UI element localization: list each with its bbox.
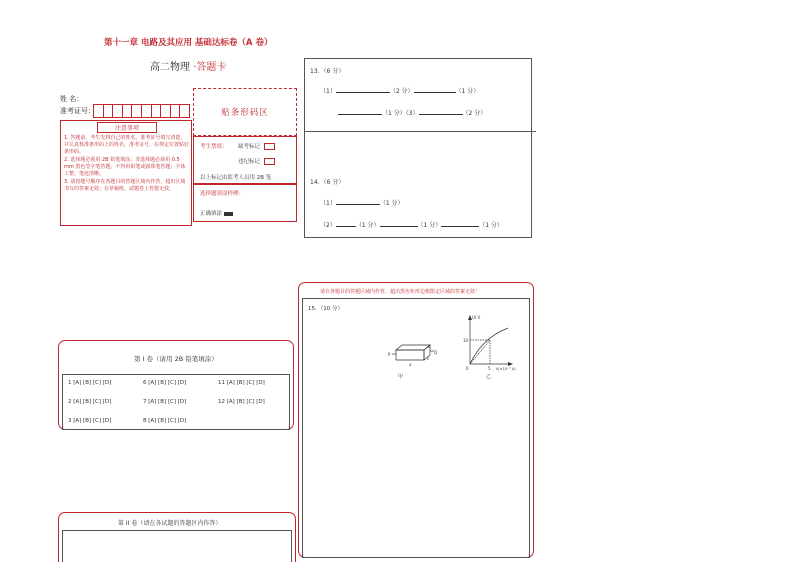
q14-blank-3[interactable] (380, 220, 418, 227)
label-c: c (427, 356, 430, 361)
fill-example-title: 选择题填涂样例： (200, 191, 245, 197)
choice-q8[interactable]: 8 [A] [B] [C] [D] (143, 418, 187, 424)
q13-header: 13．（6 分） (310, 68, 345, 75)
id-digit-box[interactable] (179, 104, 190, 118)
q13-score-4: （2 分） (462, 110, 487, 117)
fill-example-correct-label: 正确填涂 (200, 211, 223, 217)
choice-q6[interactable]: 6 [A] [B] [C] [D] (143, 380, 187, 386)
notice-item: 2. 选择题必须用 2B 铅笔填涂；非选择题必须用 0.5 mm 黑色签字笔答题，不得用铅笔或圆珠笔答题；字体工整、笔迹清晰。 (64, 157, 186, 177)
choice-q12[interactable]: 12 [A] [B] [C] [D] (218, 399, 265, 405)
q13-blank-3[interactable] (338, 108, 382, 115)
id-label: 准考证号： (60, 107, 95, 115)
violation-checkbox[interactable] (264, 158, 275, 165)
answer-sheet-label: 答题卡 (196, 62, 227, 73)
fill-example-panel (193, 184, 297, 222)
notice-title: 注意事项 (97, 122, 157, 133)
i-axis-arrow (508, 362, 513, 366)
subject-dot: · (193, 62, 197, 73)
violation-mark-label: 违纪标记 (238, 159, 261, 165)
q13-score-1: （2 分） (389, 88, 414, 95)
exam-marks-label: 考生禁填： (200, 144, 228, 150)
part2-answer-area[interactable] (62, 530, 292, 562)
part2-title: 第 II 卷（请在各试题的答题区内作答） (118, 520, 222, 527)
q13-blank-1[interactable] (336, 86, 390, 93)
notice-item: 1. 答题前，考生先将自己的姓名、准考证号填写清楚，并认真核准条形码上的姓名、准考证号，在规定位置贴好条形码。 (64, 135, 190, 155)
q13-score-3: （1 分）（3） (382, 110, 419, 117)
choice-q7[interactable]: 7 [A] [B] [C] [D] (143, 399, 187, 405)
absent-mark[interactable] (238, 142, 275, 150)
q14-score-4: （1 分） (479, 222, 504, 229)
notice-panel (60, 120, 192, 226)
q15-figures (386, 314, 536, 384)
q13-part1-label: （1） (320, 88, 336, 95)
q14-line1[interactable] (320, 198, 404, 207)
barcode-area: 贴条形码区 (193, 88, 297, 136)
q14-blank-4[interactable] (441, 220, 479, 227)
origin-label: 0 (466, 366, 469, 371)
q15-warning: 请在各题目的答题区域内作答，超出黑色矩形边框限定区域的答案无效！ (320, 289, 481, 295)
q15-header: 15．（10 分） (308, 306, 343, 312)
q13-line2[interactable] (338, 108, 486, 117)
q13-line1[interactable] (320, 86, 479, 95)
exam-marks-note: 以上标记由监考人员用 2B 笔 (200, 175, 272, 181)
q13-q14-divider (304, 131, 536, 132)
q14-blank-2[interactable] (336, 220, 356, 227)
label-P: P (388, 352, 391, 357)
choice-q2[interactable]: 2 [A] [B] [C] [D] (68, 399, 112, 405)
q14-blank-1[interactable] (336, 198, 380, 205)
q13-blank-2[interactable] (414, 86, 456, 93)
absent-mark-label: 缺考标记 (238, 144, 261, 150)
q14-header: 14．（6 分） (310, 179, 345, 186)
choice-q3[interactable]: 3 [A] [B] [C] [D] (68, 418, 112, 424)
q14-line2[interactable] (320, 220, 503, 229)
notice-text (64, 135, 190, 194)
fill-example-correct (200, 209, 233, 217)
tick-10: 10 (463, 338, 469, 343)
name-label: 姓 名： (60, 95, 84, 103)
subject-title (150, 58, 226, 73)
q14-part1-label: （1） (320, 200, 336, 207)
i-axis-label: I/(×10⁻³ A) (496, 367, 516, 371)
choice-q1[interactable]: 1 [A] [B] [C] [D] (68, 380, 112, 386)
q13-blank-4[interactable] (419, 108, 463, 115)
figure-yi-label: 乙 (486, 374, 492, 380)
u-axis-label: U/ V (472, 315, 481, 320)
q14-part2-label: （2） (320, 222, 336, 229)
label-b: b (428, 344, 431, 349)
figure-jia-label: 甲 (398, 374, 404, 380)
q14-score-2: （1 分） (355, 222, 380, 229)
q14-score-3: （1 分） (417, 222, 442, 229)
notice-item: 3. 请按题号顺序在各题目的答题区域内作答，超出区域书写的答案无效；在草稿纸、试题卷上答题无效。 (64, 179, 186, 192)
label-a: a (409, 362, 412, 367)
violation-mark[interactable] (238, 157, 275, 165)
figure-yi-graph (470, 318, 510, 364)
id-number-boxes[interactable] (93, 104, 189, 118)
absent-checkbox[interactable] (264, 143, 275, 150)
filled-mark (224, 212, 233, 216)
subject-name: 高二物理 (150, 62, 190, 73)
label-Q: Q (434, 350, 438, 355)
q13-score-2: （1 分） (455, 88, 480, 95)
part1-title: 第 I 卷（请用 2B 铅笔填涂） (134, 355, 218, 363)
exam-marks-panel (193, 136, 297, 184)
q14-score-1: （1 分） (379, 200, 404, 207)
exam-title: 第十一章 电路及其应用 基础达标卷（A 卷） (104, 38, 273, 48)
q13-q14-area (304, 58, 532, 238)
choice-q11[interactable]: 11 [A] [B] [C] [D] (218, 380, 265, 386)
tick-5: 5 (488, 366, 491, 371)
